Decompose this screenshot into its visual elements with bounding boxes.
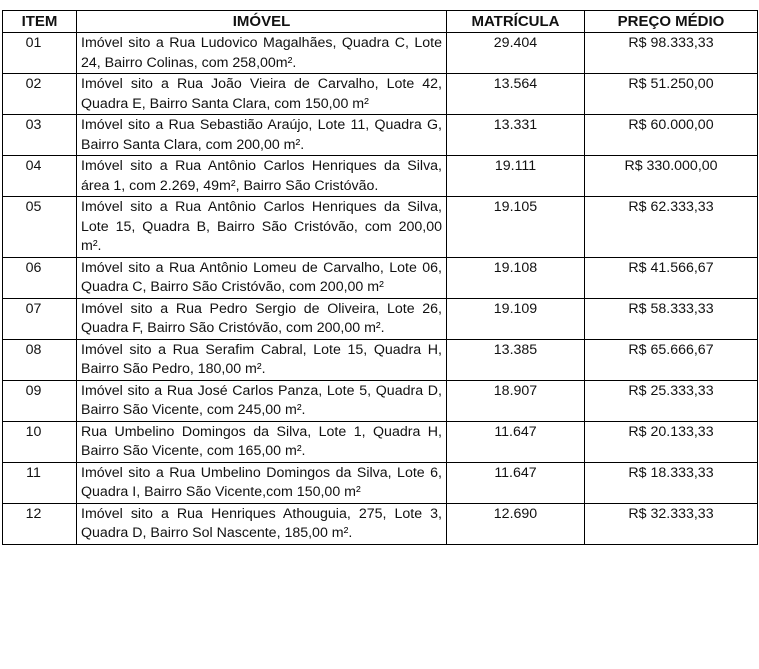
header-imovel: IMÓVEL (77, 11, 447, 33)
cell-item: 02 (3, 74, 77, 115)
header-matricula: MATRÍCULA (447, 11, 585, 33)
cell-preco-medio: R$ 32.333,33 (585, 503, 758, 544)
cell-item: 06 (3, 257, 77, 298)
cell-matricula: 19.111 (447, 156, 585, 197)
table-row (3, 156, 758, 197)
cell-matricula: 13.564 (447, 74, 585, 115)
cell-imovel: Imóvel sito a Rua Ludovico Magalhães, Quadra C, Lote 24, Bairro Colinas, com 258,00m². (77, 33, 447, 74)
cell-matricula: 18.907 (447, 380, 585, 421)
table-row (3, 74, 758, 115)
table-row (3, 197, 758, 258)
cell-matricula: 13.331 (447, 115, 585, 156)
cell-preco-medio: R$ 25.333,33 (585, 380, 758, 421)
cell-imovel: Imóvel sito a Rua Antônio Lomeu de Carvalho, Lote 06, Quadra C, Bairro São Cristóvão, com 200,00 m² (77, 257, 447, 298)
cell-matricula: 19.109 (447, 298, 585, 339)
cell-item: 09 (3, 380, 77, 421)
cell-preco-medio: R$ 20.133,33 (585, 421, 758, 462)
cell-matricula: 19.105 (447, 197, 585, 258)
table-row (3, 503, 758, 544)
table-row (3, 115, 758, 156)
cell-item: 05 (3, 197, 77, 258)
property-price-table (2, 10, 758, 545)
cell-preco-medio: R$ 65.666,67 (585, 339, 758, 380)
cell-preco-medio: R$ 330.000,00 (585, 156, 758, 197)
cell-matricula: 12.690 (447, 503, 585, 544)
table-row (3, 380, 758, 421)
cell-item: 11 (3, 462, 77, 503)
cell-imovel: Imóvel sito a Rua Antônio Carlos Henriques da Silva, Lote 15, Quadra B, Bairro São Cristóvão, com 200,00 m². (77, 197, 447, 258)
cell-imovel: Imóvel sito a Rua Pedro Sergio de Oliveira, Lote 26, Quadra F, Bairro São Cristóvão, com 200,00 m². (77, 298, 447, 339)
table-row (3, 33, 758, 74)
cell-preco-medio: R$ 41.566,67 (585, 257, 758, 298)
cell-item: 03 (3, 115, 77, 156)
cell-item: 07 (3, 298, 77, 339)
cell-item: 12 (3, 503, 77, 544)
table-row (3, 339, 758, 380)
cell-matricula: 11.647 (447, 421, 585, 462)
cell-matricula: 19.108 (447, 257, 585, 298)
cell-preco-medio: R$ 60.000,00 (585, 115, 758, 156)
cell-preco-medio: R$ 51.250,00 (585, 74, 758, 115)
cell-imovel: Rua Umbelino Domingos da Silva, Lote 1, Quadra H, Bairro São Vicente, com 165,00 m². (77, 421, 447, 462)
table-header-row (3, 11, 758, 33)
cell-imovel: Imóvel sito a Rua Antônio Carlos Henriques da Silva, área 1, com 2.269, 49m², Bairro São Cristóvão. (77, 156, 447, 197)
table-row (3, 257, 758, 298)
cell-preco-medio: R$ 98.333,33 (585, 33, 758, 74)
cell-preco-medio: R$ 58.333,33 (585, 298, 758, 339)
cell-preco-medio: R$ 62.333,33 (585, 197, 758, 258)
table-row (3, 298, 758, 339)
table-row (3, 462, 758, 503)
cell-imovel: Imóvel sito a Rua Umbelino Domingos da Silva, Lote 6, Quadra I, Bairro São Vicente,com 150,00 m² (77, 462, 447, 503)
cell-item: 01 (3, 33, 77, 74)
cell-matricula: 29.404 (447, 33, 585, 74)
cell-preco-medio: R$ 18.333,33 (585, 462, 758, 503)
cell-imovel: Imóvel sito a Rua Sebastião Araújo, Lote 11, Quadra G, Bairro Santa Clara, com 200,00 m². (77, 115, 447, 156)
cell-imovel: Imóvel sito a Rua Serafim Cabral, Lote 15, Quadra H, Bairro São Pedro, 180,00 m². (77, 339, 447, 380)
cell-matricula: 11.647 (447, 462, 585, 503)
cell-item: 04 (3, 156, 77, 197)
cell-imovel: Imóvel sito a Rua José Carlos Panza, Lote 5, Quadra D, Bairro São Vicente, com 245,00 m². (77, 380, 447, 421)
cell-imovel: Imóvel sito a Rua Henriques Athouguia, 275, Lote 3, Quadra D, Bairro Sol Nascente, 185,00 m². (77, 503, 447, 544)
cell-item: 10 (3, 421, 77, 462)
cell-imovel: Imóvel sito a Rua João Vieira de Carvalho, Lote 42, Quadra E, Bairro Santa Clara, com 150,00 m² (77, 74, 447, 115)
table-row (3, 421, 758, 462)
cell-item: 08 (3, 339, 77, 380)
header-preco-medio: PREÇO MÉDIO (585, 11, 758, 33)
cell-matricula: 13.385 (447, 339, 585, 380)
header-item: ITEM (3, 11, 77, 33)
